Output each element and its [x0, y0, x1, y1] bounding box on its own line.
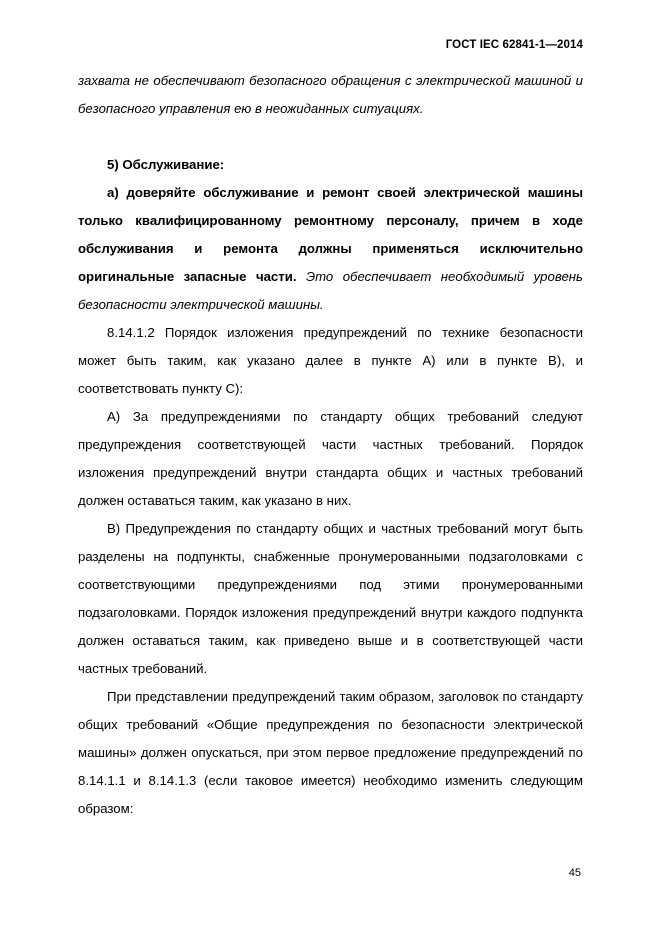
presentation-paragraph: При представлении предупреждений таким образом, заголовок по стандарту общих требований «Общие предупреждения по безопасности электрической машины» должен опускаться, при этом первое предложение предупреждений по 8.14.1.1 и 8.14.1.3 (если таковое имеется) необходимо изменить следующим образом: [78, 689, 583, 816]
section-heading: 5) Обслуживание: [107, 157, 225, 172]
page-body [78, 67, 583, 823]
option-b-paragraph: В) Предупреждения по стандарту общих и частных требований могут быть разделены на подпункты, снабженные пронумерованными подзаголовками с соответствующими предупреждениями под этими пронумерованными подзаголовками. Порядок изложения предупреждений внутри каждого подпункта должен оставаться таким, как приведено выше и в соответствующей части частных требований. [78, 521, 583, 676]
continued-paragraph: захвата не обеспечивают безопасного обращения с электрической машиной и безопасного управления ею в неожиданных ситуациях. [78, 73, 583, 116]
document-header: ГОСТ IEC 62841-1—2014 [445, 39, 583, 51]
clause-8-14-1-2-paragraph: 8.14.1.2 Порядок изложения предупреждений по технике безопасности может быть таким, как указано далее в пункте А) или в пункте В), и соответствовать пункту С): [78, 325, 583, 396]
option-a-paragraph: А) За предупреждениями по стандарту общих требований следуют предупреждения соответствующей части частных требований. Порядок изложения предупреждений внутри стандарта общих и частных требований должен оставаться таким, как указано в них. [78, 409, 583, 508]
page-number: 45 [568, 867, 581, 879]
maintenance-explanation: Это обеспечивает необходимый уровень безопасности электрической машины. [78, 269, 583, 312]
maintenance-paragraph [78, 179, 583, 319]
maintenance-instruction: а) доверяйте обслуживание и ремонт своей электрической машины только квалифицированному ремонтному персоналу, причем в ходе обслуживания и ремонта должны применяться исключительно оригинальные запасные части. [78, 185, 583, 284]
